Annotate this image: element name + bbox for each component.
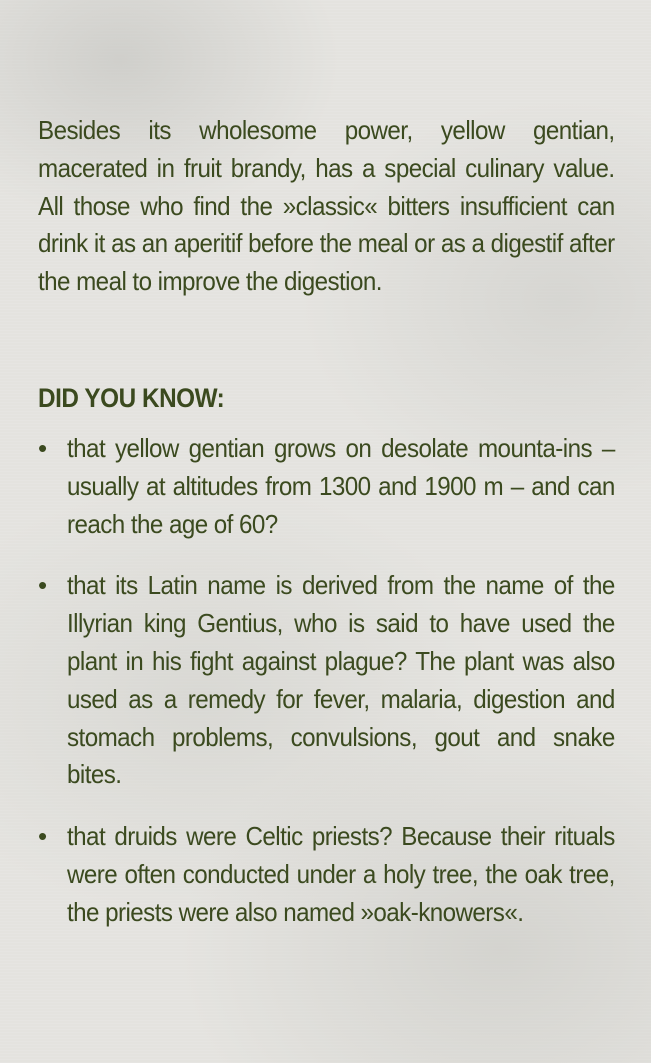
did-you-know-list bbox=[38, 430, 615, 932]
list-item bbox=[38, 567, 615, 794]
bullet-icon: • bbox=[38, 570, 48, 601]
fact-text-druids: that druids were Celtic priests? Because their rituals were often conducted under a holy tree, the oak tree, the priests were also named »oak-knowers«. bbox=[67, 821, 615, 927]
did-you-know-heading: DID YOU KNOW: bbox=[38, 382, 225, 413]
fact-text-latin-name: that its Latin name is derived from the name of the Illyrian king Gentius, who is said to have used the plant in his fight against plague? The plant was also used as a remedy for fever, malaria, digestion and stomach problems, convulsions, gout and snake bites. bbox=[67, 570, 615, 790]
intro-paragraph: Besides its wholesome power, yellow gentian, macerated in fruit brandy, has a special culinary value. All those who find the »classic« bitters insufficient can drink it as an aperitif before the meal or as a digestif after the meal to improve the digestion. bbox=[38, 115, 615, 297]
fact-text-altitude: that yellow gentian grows on desolate mounta-ins – usually at altitudes from 1300 and 1900 m – and can reach the age of 60? bbox=[67, 432, 615, 539]
bullet-icon: • bbox=[38, 432, 48, 463]
page-content bbox=[38, 112, 615, 956]
list-item bbox=[38, 818, 615, 931]
list-item bbox=[38, 430, 615, 543]
bullet-icon: • bbox=[38, 821, 48, 852]
